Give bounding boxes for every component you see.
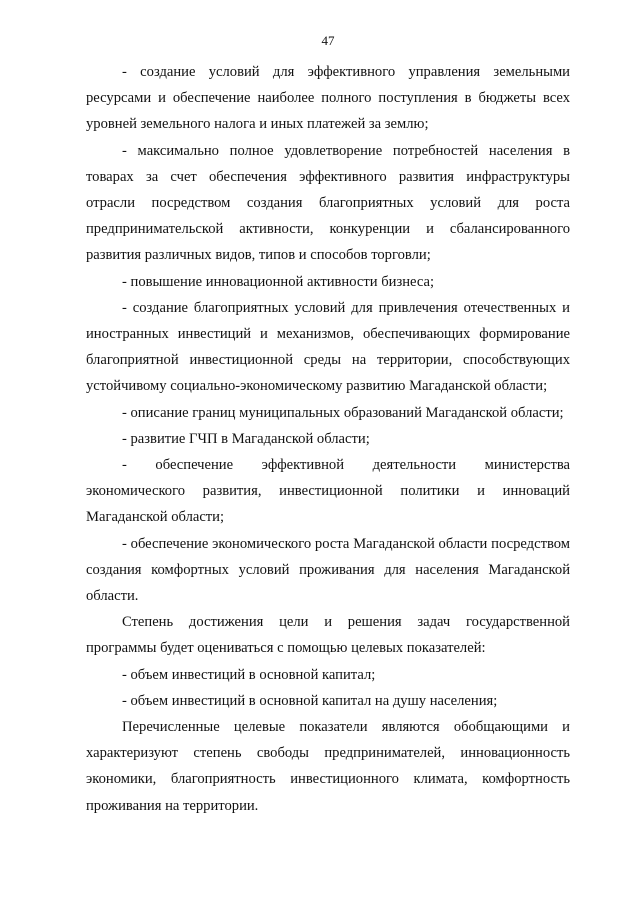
paragraph-ppp-development: - развитие ГЧП в Магаданской области; xyxy=(122,430,370,447)
paragraph-target-indicators-intro: Степень достижения цели и решения задач государственной программы будет оцениваться с помощью целевых показателей: xyxy=(86,614,570,657)
paragraph-indicators-summary: Перечисленные целевые показатели являются обобщающими и характеризуют степень свободы предпринимателей, инновационность экономики, благоприятность инвестиционного климата, комфортность проживания на территории. xyxy=(86,719,570,814)
paragraph-land-resources: - создание условий для эффективного управления земельными ресурсами и обеспечение наиболее полного поступления в бюджеты всех уровней земельного налога и иных платежей за землю; xyxy=(86,64,570,133)
paragraph-investment-climate: - создание благоприятных условий для привлечения отечественных и иностранных инвестиций и механизмов, обеспечивающих формирование благоприятной инвестиционной среды на территории, способствующих устойчивому социально-экономическому развитию Магаданской области; xyxy=(86,299,570,395)
paragraph-indicator-investment-per-capita: - объем инвестиций в основной капитал на душу населения; xyxy=(122,692,498,709)
paragraph-innovation-activity: - повышение инновационной активности бизнеса; xyxy=(122,273,435,290)
paragraph-municipal-borders: - описание границ муниципальных образований Магаданской области; xyxy=(122,404,564,421)
paragraph-trade-infrastructure: - максимально полное удовлетворение потребностей населения в товарах за счет обеспечения эффективного развития инфраструктуры отрасли посредством создания благоприятных условий для роста предпринимательской активности, конкуренции и сбалансированного развития различных видов, типов и способов торговли; xyxy=(86,142,570,264)
paragraph-economic-growth: - обеспечение экономического роста Магаданской области посредством создания комфортных условий проживания для населения Магаданской области. xyxy=(86,535,570,605)
document-body xyxy=(86,59,570,819)
paragraph-ministry-activity: - обеспечение эффективной деятельности министерства экономического развития, инвестиционной политики и инноваций Магаданской области; xyxy=(86,457,570,526)
page-number: 47 xyxy=(321,33,335,48)
paragraph-indicator-investment: - объем инвестиций в основной капитал; xyxy=(122,666,376,683)
